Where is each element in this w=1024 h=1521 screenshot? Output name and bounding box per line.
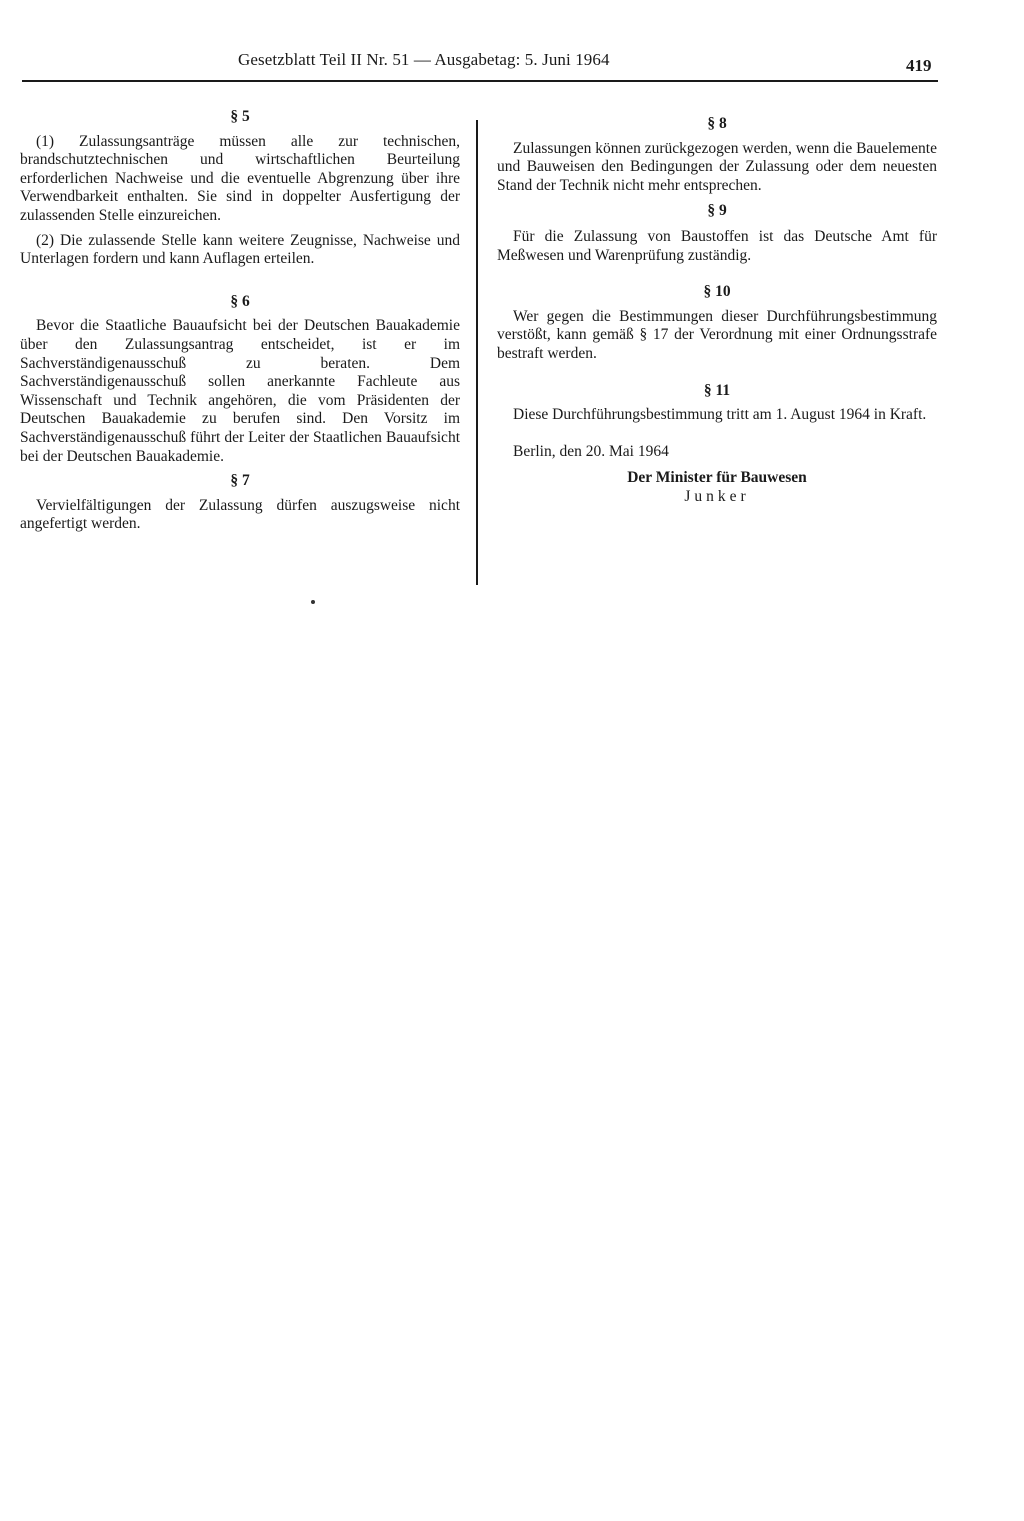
section-9-paragraph: Für die Zulassung von Baustoffen ist das Deutsche Amt für Meßwesen und Warenprüfung zuständig.: [497, 227, 937, 264]
signatory-name: Junker: [684, 487, 750, 505]
section-8-paragraph: Zulassungen können zurückgezogen werden, wenn die Bauelemente und Bauweisen den Bedingungen der Zulassung oder dem neuesten Stand der Technik nicht mehr entsprechen.: [497, 139, 937, 194]
section-heading-6: § 6: [230, 292, 250, 310]
section-heading-10: § 10: [703, 283, 731, 301]
section-6-paragraph: Bevor die Staatliche Bauaufsicht bei der Deutschen Bauakademie über den Zulassungsantrag entscheidet, ist er im Sachverständigenausschuß zu beraten. Dem Sachverständigenausschuß sollen anerkannte Fachleute aus Wissenschaft und Technik angehören, die vom Präsidenten der Deutschen Bauakademie zu berufen sind. Den Vorsitz im Sachverständigenausschuß führt der Leiter der Staatlichen Bauaufsicht bei der Deutschen Bauakademie.: [20, 317, 460, 465]
left-column: [20, 108, 460, 534]
page-header: Gesetzblatt Teil II Nr. 51 — Ausgabetag: 5. Juni 1964: [238, 50, 610, 69]
print-speck: [311, 600, 315, 604]
section-5-paragraph-2: (2) Die zulassende Stelle kann weitere Zeugnisse, Nachweise und Unterlagen fordern und kann Auflagen erteilen.: [20, 231, 460, 268]
page-number: 419: [906, 56, 932, 75]
signatory-title: Der Minister für Bauwesen: [627, 469, 807, 487]
section-heading-9: § 9: [707, 202, 727, 220]
section-heading-7: § 7: [230, 472, 250, 490]
section-11-paragraph: Diese Durchführungsbestimmung tritt am 1. August 1964 in Kraft.: [513, 406, 927, 424]
header-rule: [22, 80, 938, 82]
section-7-paragraph: Vervielfältigungen der Zulassung dürfen auszugsweise nicht angefertigt werden.: [20, 496, 460, 533]
section-5-paragraph-1: (1) Zulassungsanträge müssen alle zur technischen, brandschutztechnischen und wirtschaftlichen Beurteilung erforderlichen Nachweise und die eventuelle Abgrenzung über ihre Verwendbarkeit enthalten. Sie sind in doppelter Ausfertigung der zulassenden Stelle einzureichen.: [20, 132, 460, 224]
section-heading-5: § 5: [230, 108, 250, 125]
right-column: [497, 115, 937, 507]
section-heading-11: § 11: [703, 381, 731, 399]
place-and-date: Berlin, den 20. Mai 1964: [513, 442, 669, 460]
section-heading-8: § 8: [707, 115, 727, 132]
section-10-paragraph: Wer gegen die Bestimmungen dieser Durchführungsbestimmung verstößt, kann gemäß § 17 der Verordnung mit einer Ordnungsstrafe bestraft werden.: [497, 307, 937, 362]
column-divider: [476, 120, 478, 585]
